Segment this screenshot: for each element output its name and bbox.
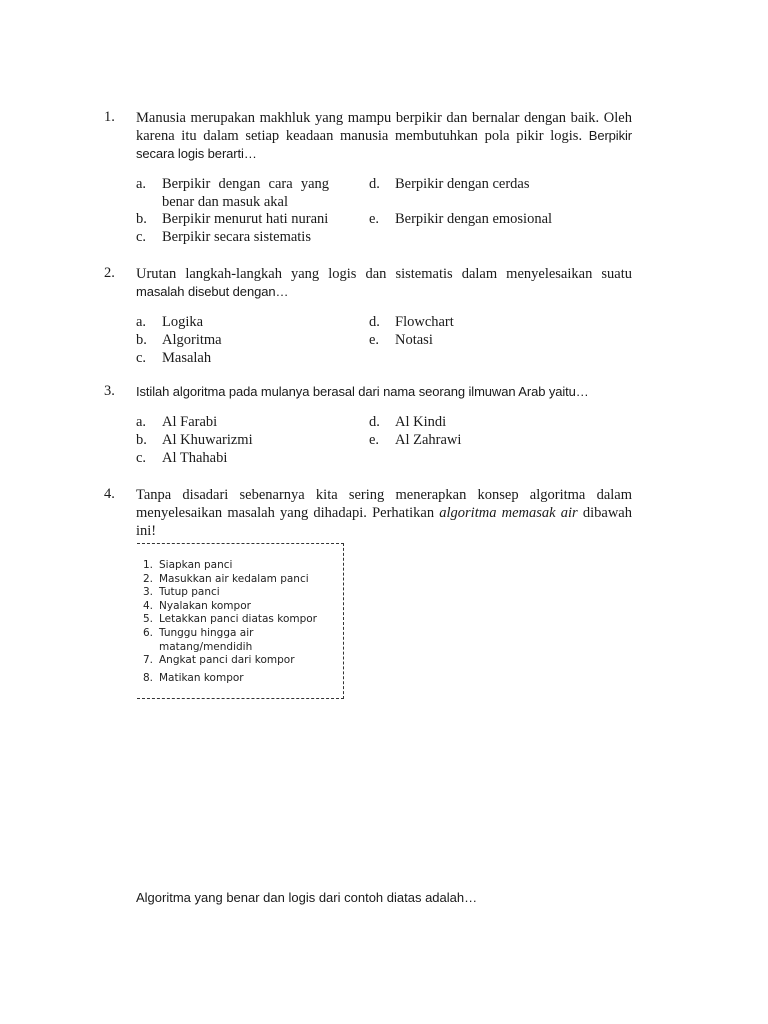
options-list xyxy=(136,413,632,467)
question-text: Tanpa disadari sebenarnya kita sering menerapkan konsep algoritma dalam menyelesaikan masalah yang dihadapi. Perhatikan algoritma memasak air dibawah ini! xyxy=(136,487,632,539)
option-c[interactable]: c. Al Thahabi xyxy=(136,450,228,466)
algorithm-step: 1. Siapkan panci xyxy=(143,559,233,571)
options-list xyxy=(136,313,632,367)
algorithm-step: 3. Tutup panci xyxy=(143,586,220,599)
option-b[interactable]: b. Berpikir menurut hati nurani xyxy=(136,211,329,227)
option-d[interactable]: d. Flowchart xyxy=(369,314,454,330)
algorithm-box xyxy=(137,543,344,699)
option-b[interactable]: b. Algoritma xyxy=(136,332,222,348)
algorithm-step: 8. Matikan kompor xyxy=(143,671,244,684)
algorithm-step: 5. Letakkan panci diatas kompor xyxy=(143,613,318,626)
question-3 xyxy=(104,383,632,467)
algorithm-step: 6. Tunggu hingga air matang/mendidih xyxy=(143,626,254,653)
option-a[interactable]: a. Al Farabi xyxy=(136,414,218,430)
option-a[interactable]: a. Berpikir dengan cara yang benar dan masuk akal xyxy=(136,176,329,210)
option-b[interactable]: b. Al Khuwarizmi xyxy=(136,432,253,448)
question-text: Urutan langkah-langkah yang logis dan sistematis dalam menyelesaikan suatu masalah disebut dengan… xyxy=(136,266,632,299)
option-c[interactable]: c. Berpikir secara sistematis xyxy=(136,229,311,245)
option-a[interactable]: a. Logika xyxy=(136,314,204,330)
option-d[interactable]: d. Berpikir dengan cerdas xyxy=(369,176,530,192)
option-d[interactable]: d. Al Kindi xyxy=(369,414,447,430)
question-2 xyxy=(104,265,632,367)
option-c[interactable]: c. Masalah xyxy=(136,350,212,366)
question-number: 4. xyxy=(104,486,115,502)
algorithm-step: 7. Angkat panci dari kompor xyxy=(143,654,295,667)
question-number: 2. xyxy=(104,265,115,281)
algorithm-step: 2. Masukkan air kedalam panci xyxy=(143,572,309,585)
question-4 xyxy=(104,486,632,540)
algorithm-steps xyxy=(143,559,338,685)
option-e[interactable]: e. Al Zahrawi xyxy=(369,432,462,448)
question-1 xyxy=(104,109,633,245)
followup-question: Algoritma yang benar dan logis dari contoh diatas adalah… xyxy=(136,890,478,905)
question-text: Manusia merupakan makhluk yang mampu berpikir dan bernalar dengan baik. Oleh karena itu dalam setiap keadaan manusia membutuhkan pola pikir logis. Berpikir secara logis berarti… xyxy=(136,110,633,161)
question-text: Istilah algoritma pada mulanya berasal dari nama seorang ilmuwan Arab yaitu… xyxy=(136,384,589,399)
algorithm-step: 4. Nyalakan kompor xyxy=(143,599,251,612)
question-number: 1. xyxy=(104,109,115,125)
option-e[interactable]: e. Notasi xyxy=(369,332,433,348)
question-number: 3. xyxy=(104,383,115,399)
options-list xyxy=(136,175,632,245)
option-e[interactable]: e. Berpikir dengan emosional xyxy=(369,211,553,227)
